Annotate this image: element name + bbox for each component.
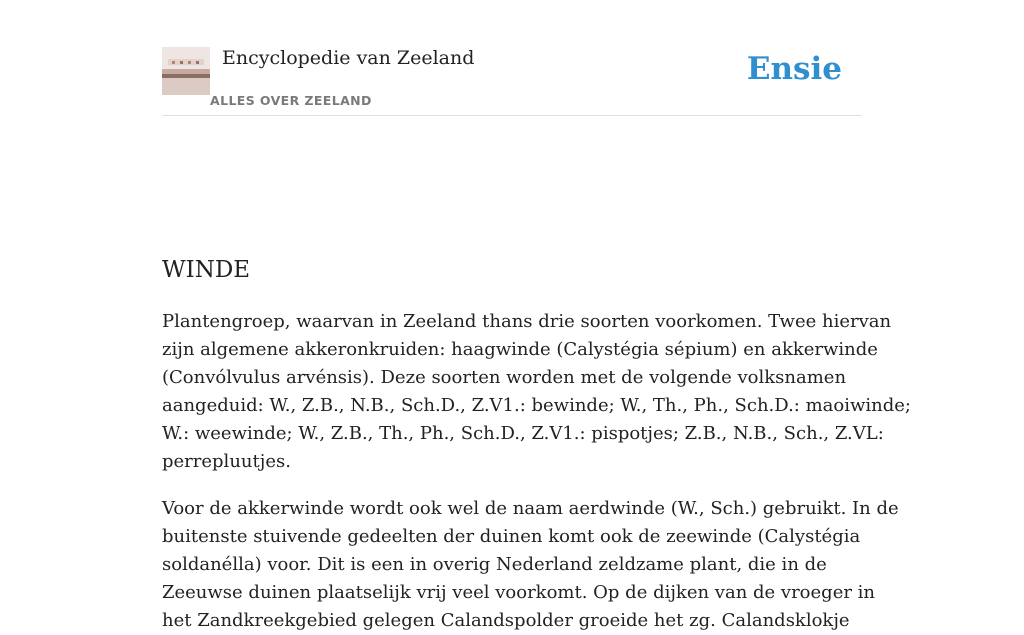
- paragraph-line: soldanélla) voor. Dit is een in overig Nederland zeldzame plant, die in de: [162, 554, 827, 575]
- paragraph-line: aangeduid: W., Z.B., N.B., Sch.D., Z.V1.: bewinde; W., Th., Ph., Sch.D.: maoiwinde;: [162, 395, 911, 416]
- paragraph-line: Zeeuwse duinen plaatselijk vrij veel voorkomt. Op de dijken van de vroeger in: [162, 582, 876, 603]
- paragraph-line: Voor de akkerwinde wordt ook wel de naam aerdwinde (W., Sch.) gebruikt. In de: [162, 498, 899, 519]
- article-title: WINDE: [162, 257, 251, 283]
- site-title[interactable]: Encyclopedie van Zeeland: [222, 47, 475, 69]
- paragraph-line: het Zandkreekgebied gelegen Calandspolder groeide het zg. Calandsklokje: [162, 610, 850, 631]
- paragraph-line: zijn algemene akkeronkruiden: haagwinde (Calystégia sépium) en akkerwinde: [162, 339, 878, 360]
- paragraph-line: Plantengroep, waarvan in Zeeland thans drie soorten voorkomen. Twee hiervan: [162, 311, 892, 332]
- paragraph-line: W.: weewinde; W., Z.B., Th., Ph., Sch.D., Z.V1.: pispotjes; Z.B., N.B., Sch., Z.VL:: [162, 423, 884, 444]
- site-logo-avatar[interactable]: [162, 47, 210, 95]
- paragraph-line: buitenste stuivende gedeelten der duinen komt ook de zeewinde (Calystégia: [162, 526, 861, 547]
- ensie-brand-link[interactable]: Ensie: [746, 51, 842, 87]
- paragraph-line: perrepluutjes.: [162, 451, 291, 472]
- article-paragraph: [162, 308, 911, 476]
- book-photo-icon: [162, 47, 210, 95]
- paragraph-line: (Convólvulus arvénsis). Deze soorten worden met de volgende volksnamen: [162, 367, 847, 388]
- article-paragraph: [162, 495, 899, 635]
- site-header: [162, 0, 862, 116]
- site-tagline: ALLES OVER ZEELAND: [210, 93, 372, 108]
- page: [162, 0, 911, 631]
